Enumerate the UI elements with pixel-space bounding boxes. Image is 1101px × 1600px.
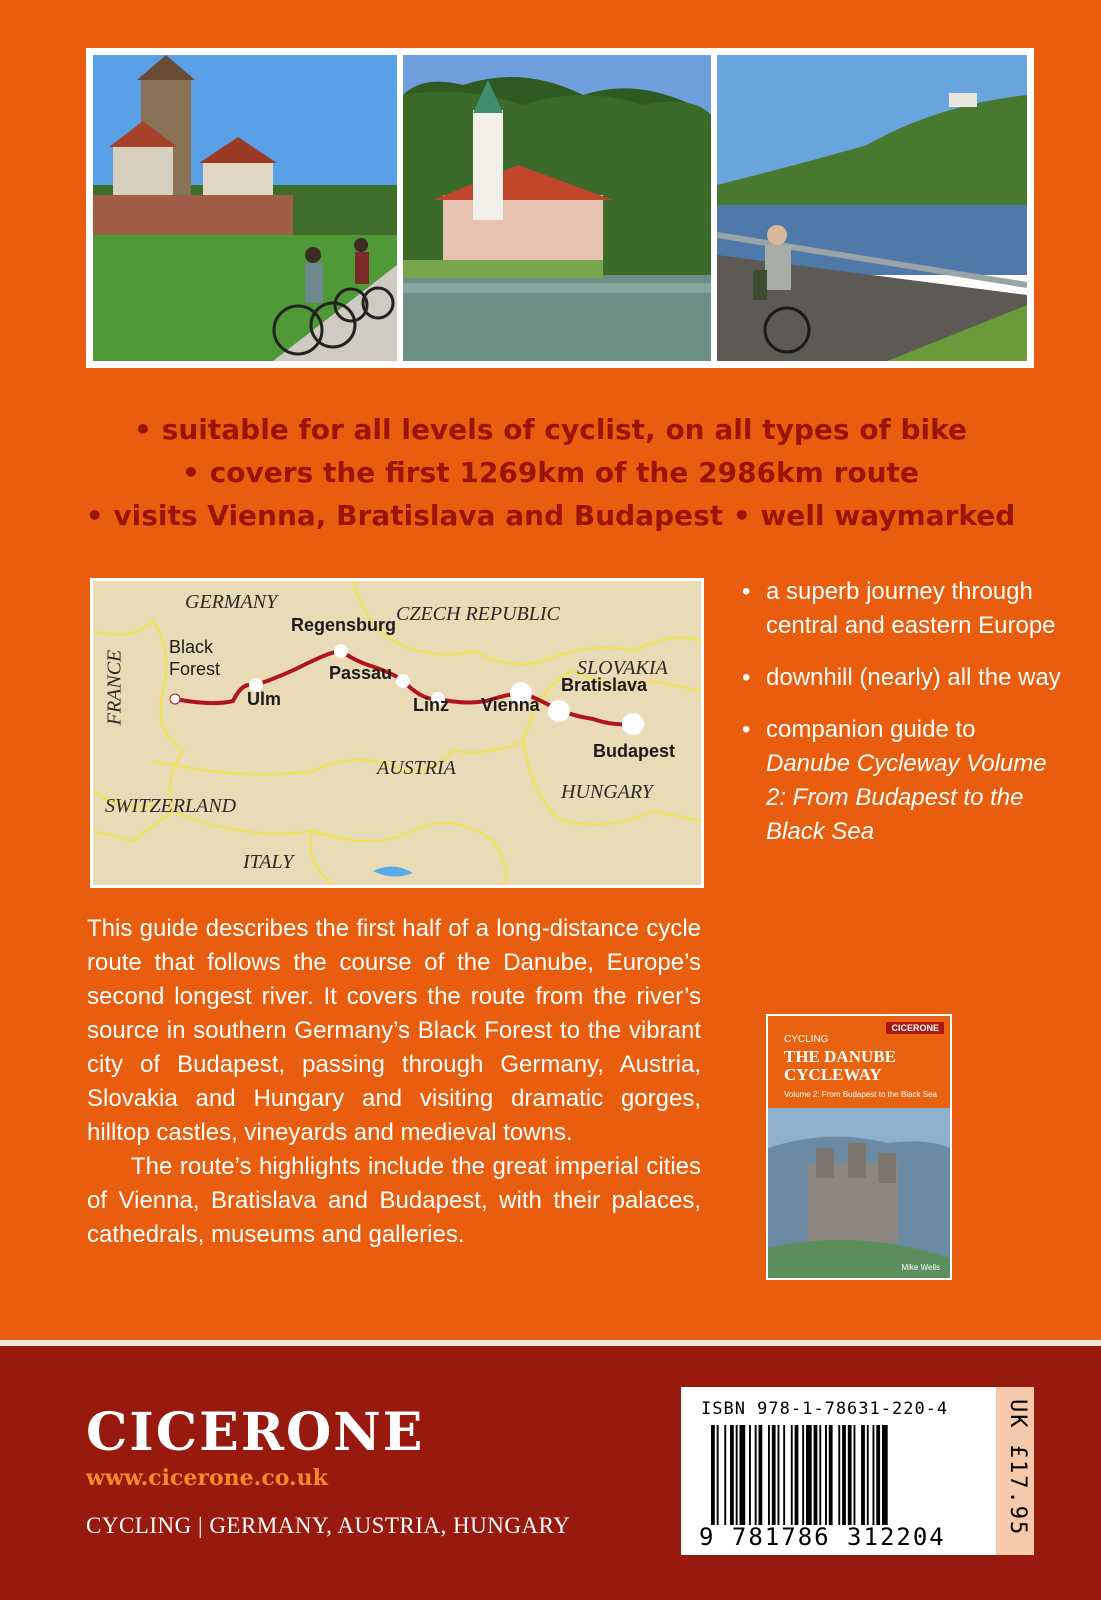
map-label-czech-republic: CZECH REPUBLIC bbox=[396, 603, 560, 625]
companion-book-cover bbox=[766, 1014, 952, 1280]
barcode-bar bbox=[783, 1425, 785, 1525]
map-city-budapest: Budapest bbox=[593, 741, 676, 761]
barcode-panel bbox=[681, 1387, 1004, 1555]
barcode-bar bbox=[814, 1425, 818, 1525]
feature-list bbox=[742, 575, 1072, 867]
barcode-bar bbox=[819, 1425, 821, 1525]
route-map bbox=[90, 578, 704, 888]
book-categories: CYCLING | GERMANY, AUSTRIA, HUNGARY bbox=[86, 1513, 571, 1538]
barcode-bar bbox=[778, 1425, 780, 1525]
feature-item: • downhill (nearly) all the way bbox=[742, 661, 1072, 695]
map-city-black-forest: Black bbox=[169, 637, 214, 657]
book-description bbox=[87, 912, 701, 1252]
map-label-hungary: HUNGARY bbox=[561, 781, 653, 803]
map-label-germany: GERMANY bbox=[185, 591, 278, 613]
barcode-bar bbox=[749, 1425, 751, 1525]
barcode-bar bbox=[795, 1425, 799, 1525]
barcode-bar bbox=[829, 1425, 833, 1525]
companion-cover-photo bbox=[768, 1108, 950, 1278]
map-city-ulm: Ulm bbox=[247, 689, 282, 709]
barcode-bar bbox=[711, 1425, 715, 1525]
photo-cyclist-riverside bbox=[717, 55, 1027, 361]
barcode-bar bbox=[842, 1425, 846, 1525]
barcode-bars bbox=[711, 1425, 951, 1525]
publisher-website[interactable]: www.cicerone.co.uk bbox=[86, 1465, 328, 1491]
barcode-bar bbox=[825, 1425, 827, 1525]
companion-cover-author: Mike Wells bbox=[901, 1263, 940, 1272]
barcode-bar bbox=[861, 1425, 865, 1525]
map-city-passau: Passau bbox=[329, 663, 393, 683]
map-label-austria: AUSTRIA bbox=[377, 757, 456, 779]
companion-title: Danube Cycleway Volume 2: From Budapest to the Black Sea bbox=[766, 750, 1047, 845]
map-city-bratislava: Bratislava bbox=[561, 675, 648, 695]
photo-town-cyclists bbox=[93, 55, 397, 361]
isbn-text: ISBN 978-1-78631-220-4 bbox=[701, 1399, 949, 1419]
barcode-bar bbox=[724, 1425, 726, 1525]
companion-cover-subtitle: Volume 2: From Budapest to the Black Sea bbox=[784, 1090, 937, 1099]
highlight-line: • covers the first 1269km of the 2986km route bbox=[182, 456, 919, 489]
map-graphic bbox=[93, 581, 701, 885]
key-highlights bbox=[40, 408, 1061, 537]
barcode-bar bbox=[717, 1425, 719, 1525]
map-city-vienna: Vienna bbox=[481, 695, 540, 715]
map-label-france: FRANCE bbox=[103, 649, 126, 726]
feature-item-companion bbox=[742, 713, 1072, 849]
barcode-bar bbox=[755, 1425, 757, 1525]
barcode-bar bbox=[882, 1425, 888, 1525]
companion-cover-logo: CICERONE bbox=[886, 1022, 944, 1034]
barcode-bar bbox=[806, 1425, 812, 1525]
barcode-bar bbox=[768, 1425, 770, 1525]
companion-prefix: companion guide to bbox=[766, 716, 976, 743]
barcode-bar bbox=[854, 1425, 856, 1525]
price-strip bbox=[996, 1387, 1034, 1555]
highlight-line: • visits Vienna, Bratislava and Budapest • well waymarked bbox=[85, 499, 1016, 532]
map-city-linz: Linz bbox=[413, 695, 449, 715]
barcode-bar bbox=[802, 1425, 804, 1525]
map-city-regensburg: Regensburg bbox=[291, 615, 397, 635]
barcode-bar bbox=[736, 1425, 738, 1525]
photo-abbey-river bbox=[403, 55, 711, 361]
barcode-bar bbox=[848, 1425, 852, 1525]
map-label-switzerland: SWITZERLAND bbox=[105, 795, 237, 817]
barcode-bar bbox=[740, 1425, 746, 1525]
publisher-logo: CICERONE bbox=[86, 1402, 425, 1463]
highlight-line: • suitable for all levels of cyclist, on all types of bike bbox=[134, 413, 967, 446]
companion-cover-series: CYCLING bbox=[784, 1034, 829, 1045]
barcode-bar bbox=[838, 1425, 840, 1525]
barcode-bar bbox=[772, 1425, 776, 1525]
feature-item: • a superb journey through central and eastern Europe bbox=[742, 575, 1072, 643]
barcode-bar bbox=[730, 1425, 734, 1525]
description-paragraph: The route’s highlights include the great imperial cities of Vienna, Bratislava and Budapest, with their palaces, cathedrals, museums and galleries. bbox=[87, 1153, 701, 1248]
barcode-bar bbox=[876, 1425, 880, 1525]
barcode-number: 9 781786 312204 bbox=[699, 1523, 946, 1551]
companion-cover-title: THE DANUBE CYCLEWAY bbox=[784, 1047, 896, 1084]
map-label-slovakia: SLOVAKIA bbox=[577, 657, 668, 679]
barcode-bar bbox=[873, 1425, 875, 1525]
barcode-bar bbox=[867, 1425, 869, 1525]
map-city-black-forest-line2: Forest bbox=[169, 659, 221, 679]
price-text: UK £17.95 bbox=[1005, 1399, 1030, 1537]
barcode-bar bbox=[759, 1425, 763, 1525]
barcode-bar bbox=[791, 1425, 793, 1525]
photo-strip bbox=[86, 48, 1034, 368]
map-label-italy: ITALY bbox=[243, 851, 294, 873]
description-paragraph: This guide describes the first half of a long-distance cycle route that follows the course of the Danube, Europe’s second longest river. It covers the route from the river’s source in southern Germany’s Black Forest to the vibrant city of Budapest, passing through Germany, Austria, Slovakia and Hungary and visiting dramatic gorges, hilltop castles, vineyards and medieval towns. bbox=[87, 915, 701, 1146]
